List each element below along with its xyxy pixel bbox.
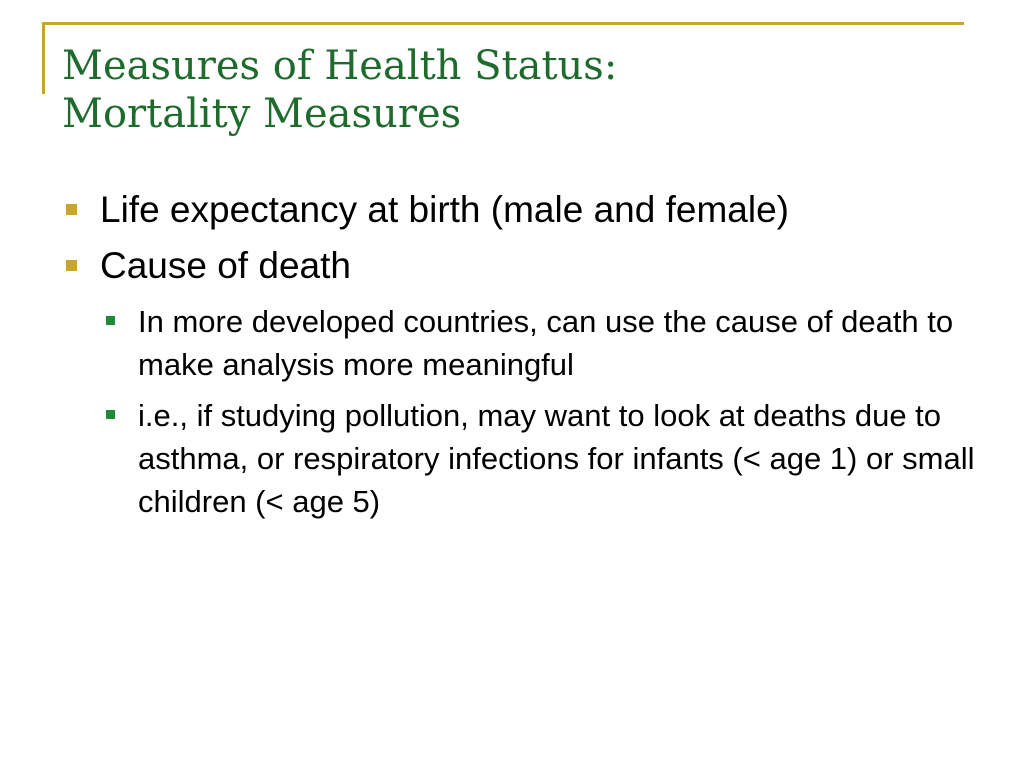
bullet-text: Cause of death xyxy=(100,245,351,286)
title-line-2: Mortality Measures xyxy=(62,91,462,137)
sub-bullet-item xyxy=(100,300,982,386)
slide-title xyxy=(62,42,962,138)
sub-bullet-text: In more developed countries, can use the cause of death to make analysis more meaningful xyxy=(138,304,954,382)
square-bullet-icon xyxy=(66,260,77,271)
sub-bullet-text: i.e., if studying pollution, may want to look at deaths due to asthma, or respiratory infections for infants (< age 1) or small children (< age 5) xyxy=(138,398,975,519)
square-bullet-icon xyxy=(106,410,115,419)
slide-body xyxy=(62,188,982,531)
title-rule-vertical xyxy=(42,22,45,94)
square-bullet-icon xyxy=(66,204,77,215)
sub-bullet-item xyxy=(100,394,982,523)
bullet-item xyxy=(62,244,982,288)
square-bullet-icon xyxy=(106,316,115,325)
bullet-text: Life expectancy at birth (male and female) xyxy=(100,189,789,230)
bullet-item xyxy=(62,188,982,232)
title-line-1: Measures of Health Status: xyxy=(62,43,618,89)
title-rule-horizontal xyxy=(42,22,964,25)
